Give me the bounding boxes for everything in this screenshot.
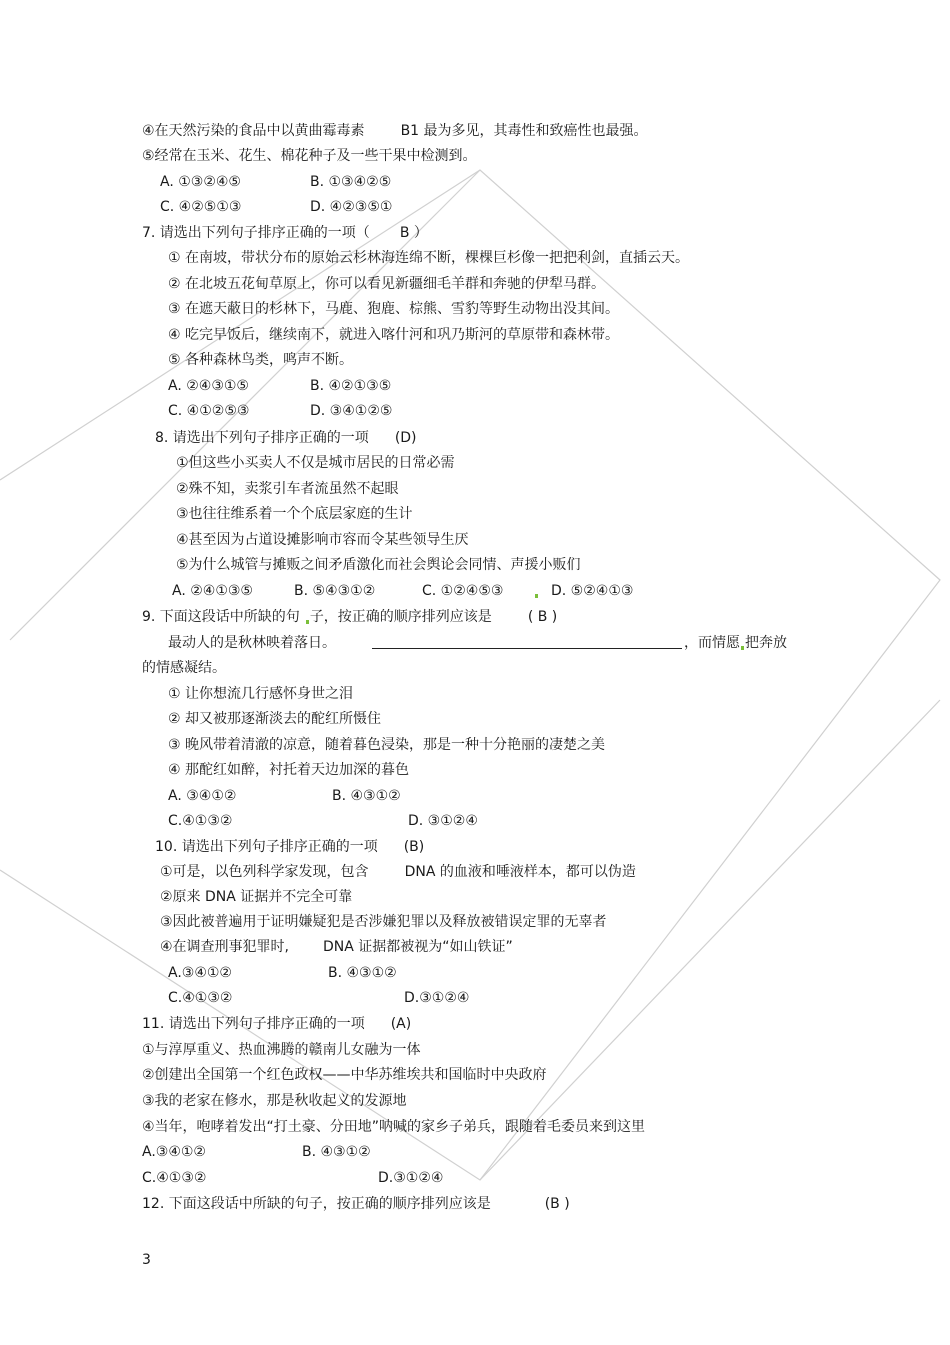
sentence: ③ 晚风带着清澈的凉意，随着暮色浸染，那是一种十分艳丽的凄楚之美: [168, 737, 605, 753]
mark-dot: [741, 646, 744, 650]
sentence: ② 却又被那逐渐淡去的酡红所慑住: [168, 711, 382, 727]
option-line: A. ②④①③⑤ B. ⑤④③①② C. ①②④⑤③ D. ⑤②④①③: [172, 583, 634, 599]
question-stem: 7. 请选出下列句子排序正确的一项（ B ）: [142, 225, 428, 241]
option-line: C. ④①②⑤③ D. ③④①②⑤: [168, 403, 393, 419]
sentence: ④甚至因为占道设摊影响市容而令某些领导生厌: [176, 532, 469, 548]
text-line: ⑤经常在玉米、花生、棉花种子及一些干果中检测到。: [142, 148, 477, 164]
mark-dot: [535, 594, 538, 598]
question-stem: 10. 请选出下列句子排序正确的一项 (B): [155, 839, 425, 855]
sentence: ④在调查刑事犯罪时, DNA 证据都被视为“如山铁证”: [160, 939, 513, 955]
option-line: A.③④①② B. ④③①②: [168, 965, 397, 981]
sentence: ① 在南坡，带状分布的原始云杉林海连绵不断，棵棵巨杉像一把把利剑，直插云天。: [168, 250, 689, 266]
sentence: ③我的老家在修水，那是秋收起义的发源地: [142, 1093, 407, 1109]
option-line: C.④①③② D.③①②④: [168, 990, 470, 1006]
sentence: ②殊不知，卖浆引车者流虽然不起眼: [176, 481, 399, 497]
question-stem: 8. 请选出下列句子排序正确的一项 (D): [155, 430, 417, 446]
paragraph-line: 的情感凝结。: [142, 660, 226, 676]
watermark-line: [480, 700, 940, 1180]
question-stem: 12. 下面这段话中所缺的句子，按正确的顺序排列应该是 (B ): [142, 1196, 570, 1212]
sentence: ④ 那酡红如醉，衬托着天边加深的暮色: [168, 762, 409, 778]
question-stem: 11. 请选出下列句子排序正确的一项 (A): [142, 1016, 412, 1032]
sentence: ⑤为什么城管与摊贩之间矛盾激化而社会舆论会同情、声援小贩们: [176, 557, 581, 573]
text-line: ④在天然污染的食品中以黄曲霉毒素 B1 最为多见，其毒性和致癌性也最强。: [142, 123, 648, 139]
sentence: ②创建出全国第一个红色政权——中华苏维埃共和国临时中央政府: [142, 1067, 547, 1083]
sentence: ④ 吃完早饭后，继续南下，就进入喀什河和巩乃斯河的草原带和森林带。: [168, 327, 619, 343]
watermark-line: [0, 170, 940, 1180]
option-line: A. ①③②④⑤ B. ①③④②⑤: [160, 174, 392, 190]
fill-blank: [372, 634, 682, 649]
sentence: ① 让你想流几行感怀身世之泪: [168, 686, 354, 702]
sentence: ⑤ 各种森林鸟类，鸣声不断。: [168, 352, 354, 368]
option-line: A.③④①② B. ④③①②: [142, 1144, 371, 1160]
sentence: ①可是，以色列科学家发现，包含 DNA 的血液和唾液样本，都可以伪造: [160, 864, 636, 880]
sentence: ②原来 DNA 证据并不完全可靠: [160, 889, 353, 905]
mark-dot: [306, 620, 309, 624]
sentence: ③ 在遮天蔽日的杉林下，马鹿、狍鹿、棕熊、雪豹等野生动物出没其间。: [168, 301, 619, 317]
sentence: ② 在北坡五花甸草原上，你可以看见新疆细毛羊群和奔驰的伊犁马群。: [168, 276, 605, 292]
question-stem: 9. 下面这段话中所缺的句 子，按正确的顺序排列应该是 ( B ): [142, 609, 558, 625]
sentence: ③也往往维系着一个个底层家庭的生计: [176, 506, 413, 522]
option-line: A. ③④①② B. ④③①②: [168, 788, 401, 804]
option-line: C. ④②⑤①③ D. ④②③⑤①: [160, 199, 393, 215]
sentence: ①与淳厚重义、热血沸腾的赣南儿女融为一体: [142, 1042, 421, 1058]
option-line: C.④①③② D. ③①②④: [168, 813, 478, 829]
sentence: ④当年，咆哮着发出“打土豪、分田地”呐喊的家乡子弟兵，跟随着毛委员来到这里: [142, 1119, 646, 1135]
option-line: C.④①③② D.③①②④: [142, 1170, 444, 1186]
sentence: ①但这些小买卖人不仅是城市居民的日常必需: [176, 455, 455, 471]
page-number: 3: [142, 1252, 151, 1268]
option-line: A. ②④③①⑤ B. ④②①③⑤: [168, 378, 392, 394]
paragraph-line: 最动人的是秋林映着落日。 ，而情愿 把奔放: [168, 635, 787, 651]
sentence: ③因此被普遍用于证明嫌疑犯是否涉嫌犯罪以及释放被错误定罪的无辜者: [160, 914, 607, 930]
